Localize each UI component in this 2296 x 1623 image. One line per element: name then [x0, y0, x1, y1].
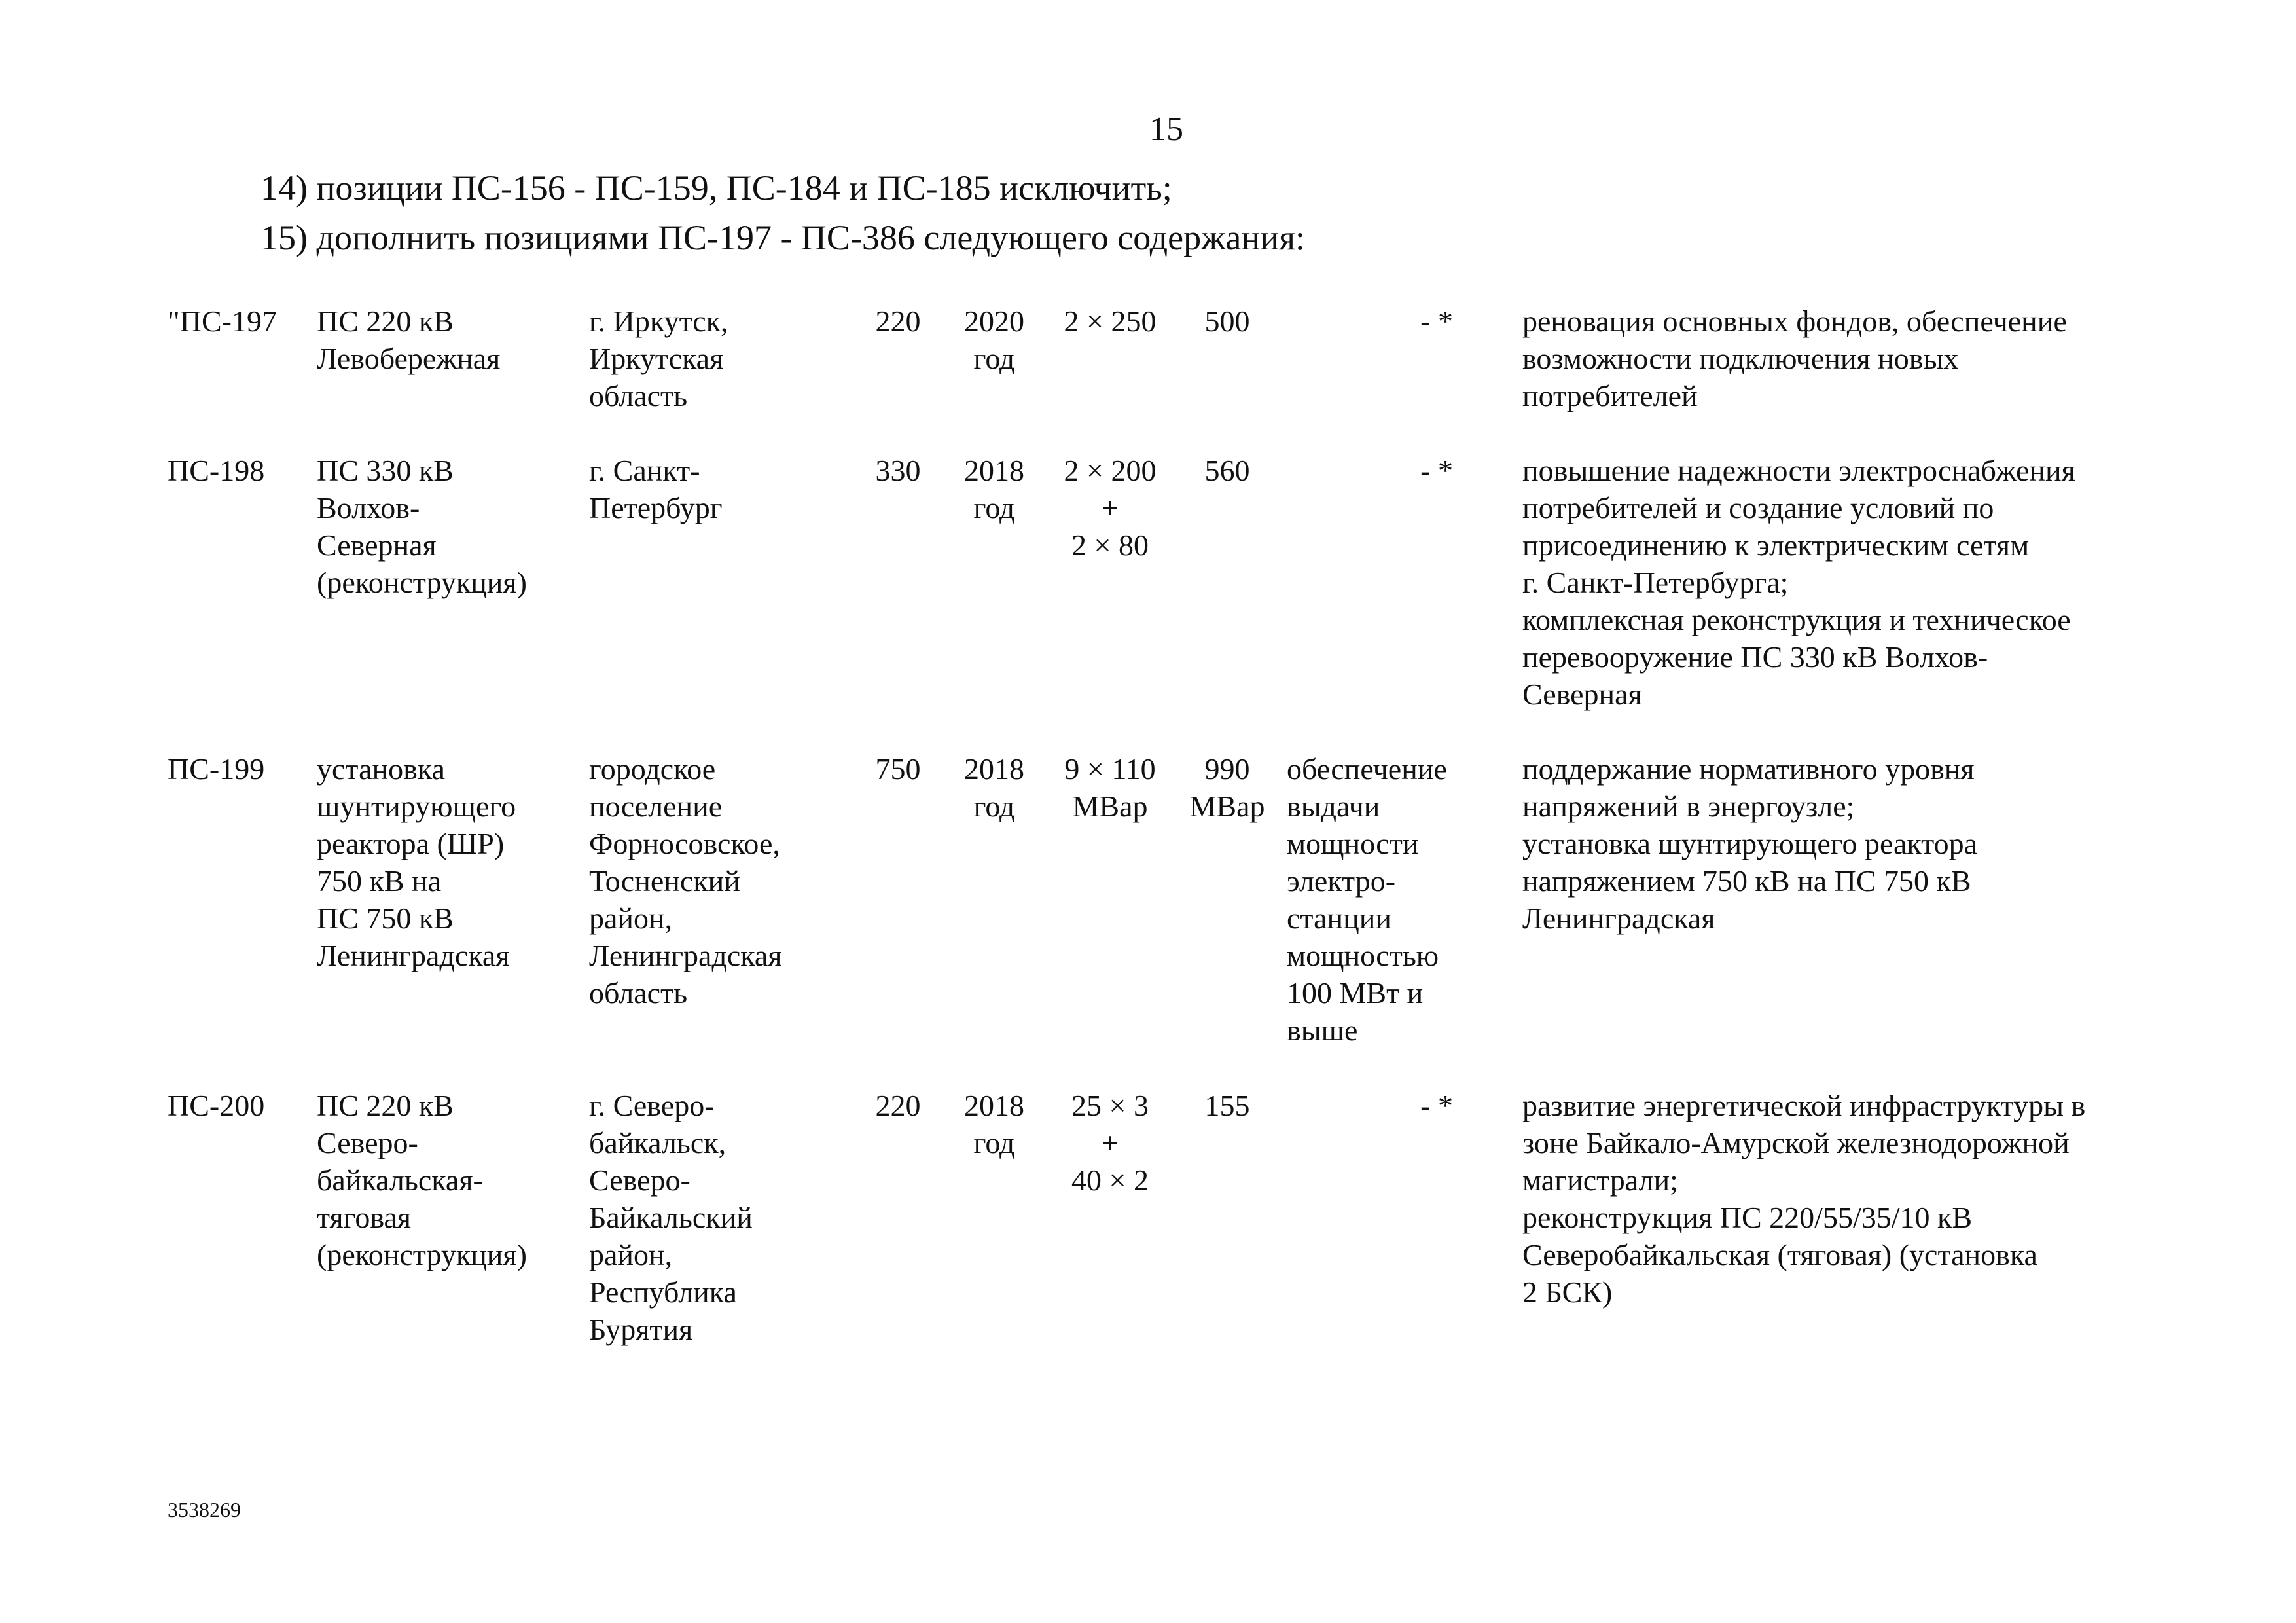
page-number: 15 — [1149, 111, 1183, 148]
row-code: ПС-198 — [168, 454, 265, 487]
row-name-line: Левобережная — [317, 342, 501, 375]
row-voltage: 750 — [875, 752, 921, 786]
row-code: "ПС-197 — [168, 304, 277, 338]
row-purpose-line: Северобайкальская (тяговая) (установка — [1522, 1238, 2037, 1271]
row-purpose-line: 2 БСК) — [1522, 1275, 1613, 1309]
table-row — [0, 452, 2296, 750]
row-total-line: 990 — [1204, 752, 1250, 786]
row-year-line: 2018 — [964, 1089, 1024, 1122]
row-purpose — [1522, 1087, 2177, 1311]
row-purpose-line: возможности подключения новых — [1522, 342, 1959, 375]
row-name-line: Волхов- — [317, 491, 420, 524]
row-note-line: 100 МВт и — [1287, 976, 1424, 1010]
row-purpose-line: потребителей и создание условий по — [1522, 491, 1994, 524]
row-power-line: 9 × 110 — [1064, 752, 1156, 786]
row-power-line: 25 × 3 — [1071, 1089, 1149, 1122]
row-name — [317, 452, 579, 601]
row-year — [952, 1087, 1037, 1161]
row-place-line: Байкальский — [589, 1201, 753, 1234]
row-name-line: байкальская- — [317, 1163, 483, 1197]
row-name — [317, 1087, 579, 1273]
row-purpose-line: присоединению к электрическим сетям — [1522, 528, 2030, 562]
row-year — [952, 302, 1037, 377]
row-total-line: МВар — [1189, 790, 1265, 823]
row-purpose-line: напряжений в энергоузле; — [1522, 790, 1855, 823]
row-year-line: 2018 — [964, 454, 1024, 487]
row-dash: - * — [1420, 304, 1453, 338]
row-purpose — [1522, 452, 2177, 713]
row-name-line: установка — [317, 752, 445, 786]
instruction-15: 15) дополнить позициями ПС-197 - ПС-386 следующего содержания: — [260, 218, 1306, 257]
row-total — [1178, 750, 1276, 825]
row-total-line: 155 — [1204, 1089, 1250, 1122]
row-name-line: шунтирующего — [317, 790, 516, 823]
row-year-line: год — [973, 790, 1015, 823]
row-place-line: г. Иркутск, — [589, 304, 728, 338]
row-note-line: электро- — [1287, 864, 1396, 898]
row-dash: - * — [1420, 454, 1453, 487]
row-place-line: Бурятия — [589, 1313, 693, 1346]
row-purpose — [1522, 302, 2177, 414]
row-total-line: 560 — [1204, 454, 1250, 487]
row-place-line: область — [589, 976, 688, 1010]
row-name-line: 750 кВ на — [317, 864, 442, 898]
row-purpose-line: перевооружение ПС 330 кВ Волхов- — [1522, 640, 1988, 674]
row-note-line: выдачи — [1287, 790, 1380, 823]
row-power-line: 2 × 200 — [1064, 454, 1157, 487]
row-voltage: 330 — [875, 454, 921, 487]
row-year-line: 2020 — [964, 304, 1024, 338]
row-purpose-line: реконструкция ПС 220/55/35/10 кВ — [1522, 1201, 1973, 1234]
table-row — [0, 302, 2296, 452]
row-place — [589, 1087, 851, 1348]
row-purpose-line: поддержание нормативного уровня — [1522, 752, 1975, 786]
row-power-line: МВар — [1072, 790, 1148, 823]
row-place-line: байкальск, — [589, 1126, 726, 1159]
row-place-line: Северо- — [589, 1163, 691, 1197]
row-power — [1045, 1087, 1175, 1199]
row-year-line: год — [973, 1126, 1015, 1159]
document-id: 3538269 — [168, 1498, 241, 1522]
row-name-line: тяговая — [317, 1201, 412, 1234]
row-power-line: 40 × 2 — [1071, 1163, 1149, 1197]
row-name-line: ПС 220 кВ — [317, 304, 454, 338]
row-name-line: (реконструкция) — [317, 1238, 527, 1271]
row-note-line: станции — [1287, 902, 1391, 935]
row-purpose-line: повышение надежности электроснабжения — [1522, 454, 2075, 487]
row-note-line: выше — [1287, 1013, 1358, 1047]
row-note-line: мощностью — [1287, 939, 1439, 972]
row-name-line: ПС 330 кВ — [317, 454, 454, 487]
row-name-line: реактора (ШР) — [317, 827, 505, 860]
row-place-line: г. Санкт- — [589, 454, 700, 487]
row-place-line: поселение — [589, 790, 723, 823]
row-purpose-line: Ленинградская — [1522, 902, 1715, 935]
row-place-line: городское — [589, 752, 716, 786]
row-place — [589, 452, 851, 526]
row-place-line: Республика — [589, 1275, 737, 1309]
row-name-line: Северная — [317, 528, 437, 562]
row-power-line: 2 × 250 — [1064, 304, 1157, 338]
row-year — [952, 452, 1037, 526]
row-place-line: Тосненский — [589, 864, 740, 898]
row-name-line: ПС 220 кВ — [317, 1089, 454, 1122]
row-place-line: Ленинградская — [589, 939, 782, 972]
row-note-line: мощности — [1287, 827, 1419, 860]
row-code: ПС-200 — [168, 1089, 265, 1122]
row-power-line: + — [1102, 491, 1119, 524]
instruction-14: 14) позиции ПС-156 - ПС-159, ПС-184 и ПС-185 исключить; — [260, 168, 1172, 208]
row-year-line: год — [973, 491, 1015, 524]
row-total-line: 500 — [1204, 304, 1250, 338]
row-purpose-line: г. Санкт-Петербурга; — [1522, 566, 1789, 599]
table-row — [0, 750, 2296, 1087]
row-purpose-line: установка шунтирующего реактора — [1522, 827, 1978, 860]
row-name-line: ПС 750 кВ — [317, 902, 454, 935]
row-year — [952, 750, 1037, 825]
row-code: ПС-199 — [168, 752, 265, 786]
row-total — [1178, 452, 1276, 489]
row-name-line: Ленинградская — [317, 939, 510, 972]
row-purpose-line: потребителей — [1522, 379, 1698, 412]
row-power-line: + — [1102, 1126, 1119, 1159]
row-place — [589, 302, 851, 414]
row-purpose-line: Северная — [1522, 678, 1642, 711]
row-dash: - * — [1420, 1089, 1453, 1122]
row-name-line: Северо- — [317, 1126, 418, 1159]
row-place-line: Петербург — [589, 491, 723, 524]
row-voltage: 220 — [875, 1089, 921, 1122]
row-name-line: (реконструкция) — [317, 566, 527, 599]
row-place-line: район, — [589, 1238, 673, 1271]
row-purpose-line: комплексная реконструкция и техническое — [1522, 603, 2071, 636]
row-place-line: Иркутская — [589, 342, 724, 375]
row-total — [1178, 1087, 1276, 1124]
row-place — [589, 750, 851, 1012]
row-place-line: область — [589, 379, 688, 412]
row-purpose-line: зоне Байкало-Амурской железнодорожной — [1522, 1126, 2070, 1159]
row-power-line: 2 × 80 — [1071, 528, 1149, 562]
row-year-line: год — [973, 342, 1015, 375]
row-note — [1287, 750, 1503, 1049]
row-place-line: район, — [589, 902, 673, 935]
row-name — [317, 750, 579, 974]
row-purpose-line: напряжением 750 кВ на ПС 750 кВ — [1522, 864, 1971, 898]
row-voltage: 220 — [875, 304, 921, 338]
row-name — [317, 302, 579, 377]
substation-table — [0, 302, 2296, 1349]
row-purpose — [1522, 750, 2177, 937]
table-row — [0, 1087, 2296, 1349]
row-note-line: обеспечение — [1287, 752, 1447, 786]
row-power — [1045, 750, 1175, 825]
row-place-line: г. Северо- — [589, 1089, 715, 1122]
row-purpose-line: реновация основных фондов, обеспечение — [1522, 304, 2067, 338]
row-year-line: 2018 — [964, 752, 1024, 786]
row-power — [1045, 452, 1175, 564]
row-purpose-line: магистрали; — [1522, 1163, 1678, 1197]
row-power — [1045, 302, 1175, 340]
row-total — [1178, 302, 1276, 340]
row-purpose-line: развитие энергетической инфраструктуры в — [1522, 1089, 2086, 1122]
row-place-line: Форносовское, — [589, 827, 780, 860]
